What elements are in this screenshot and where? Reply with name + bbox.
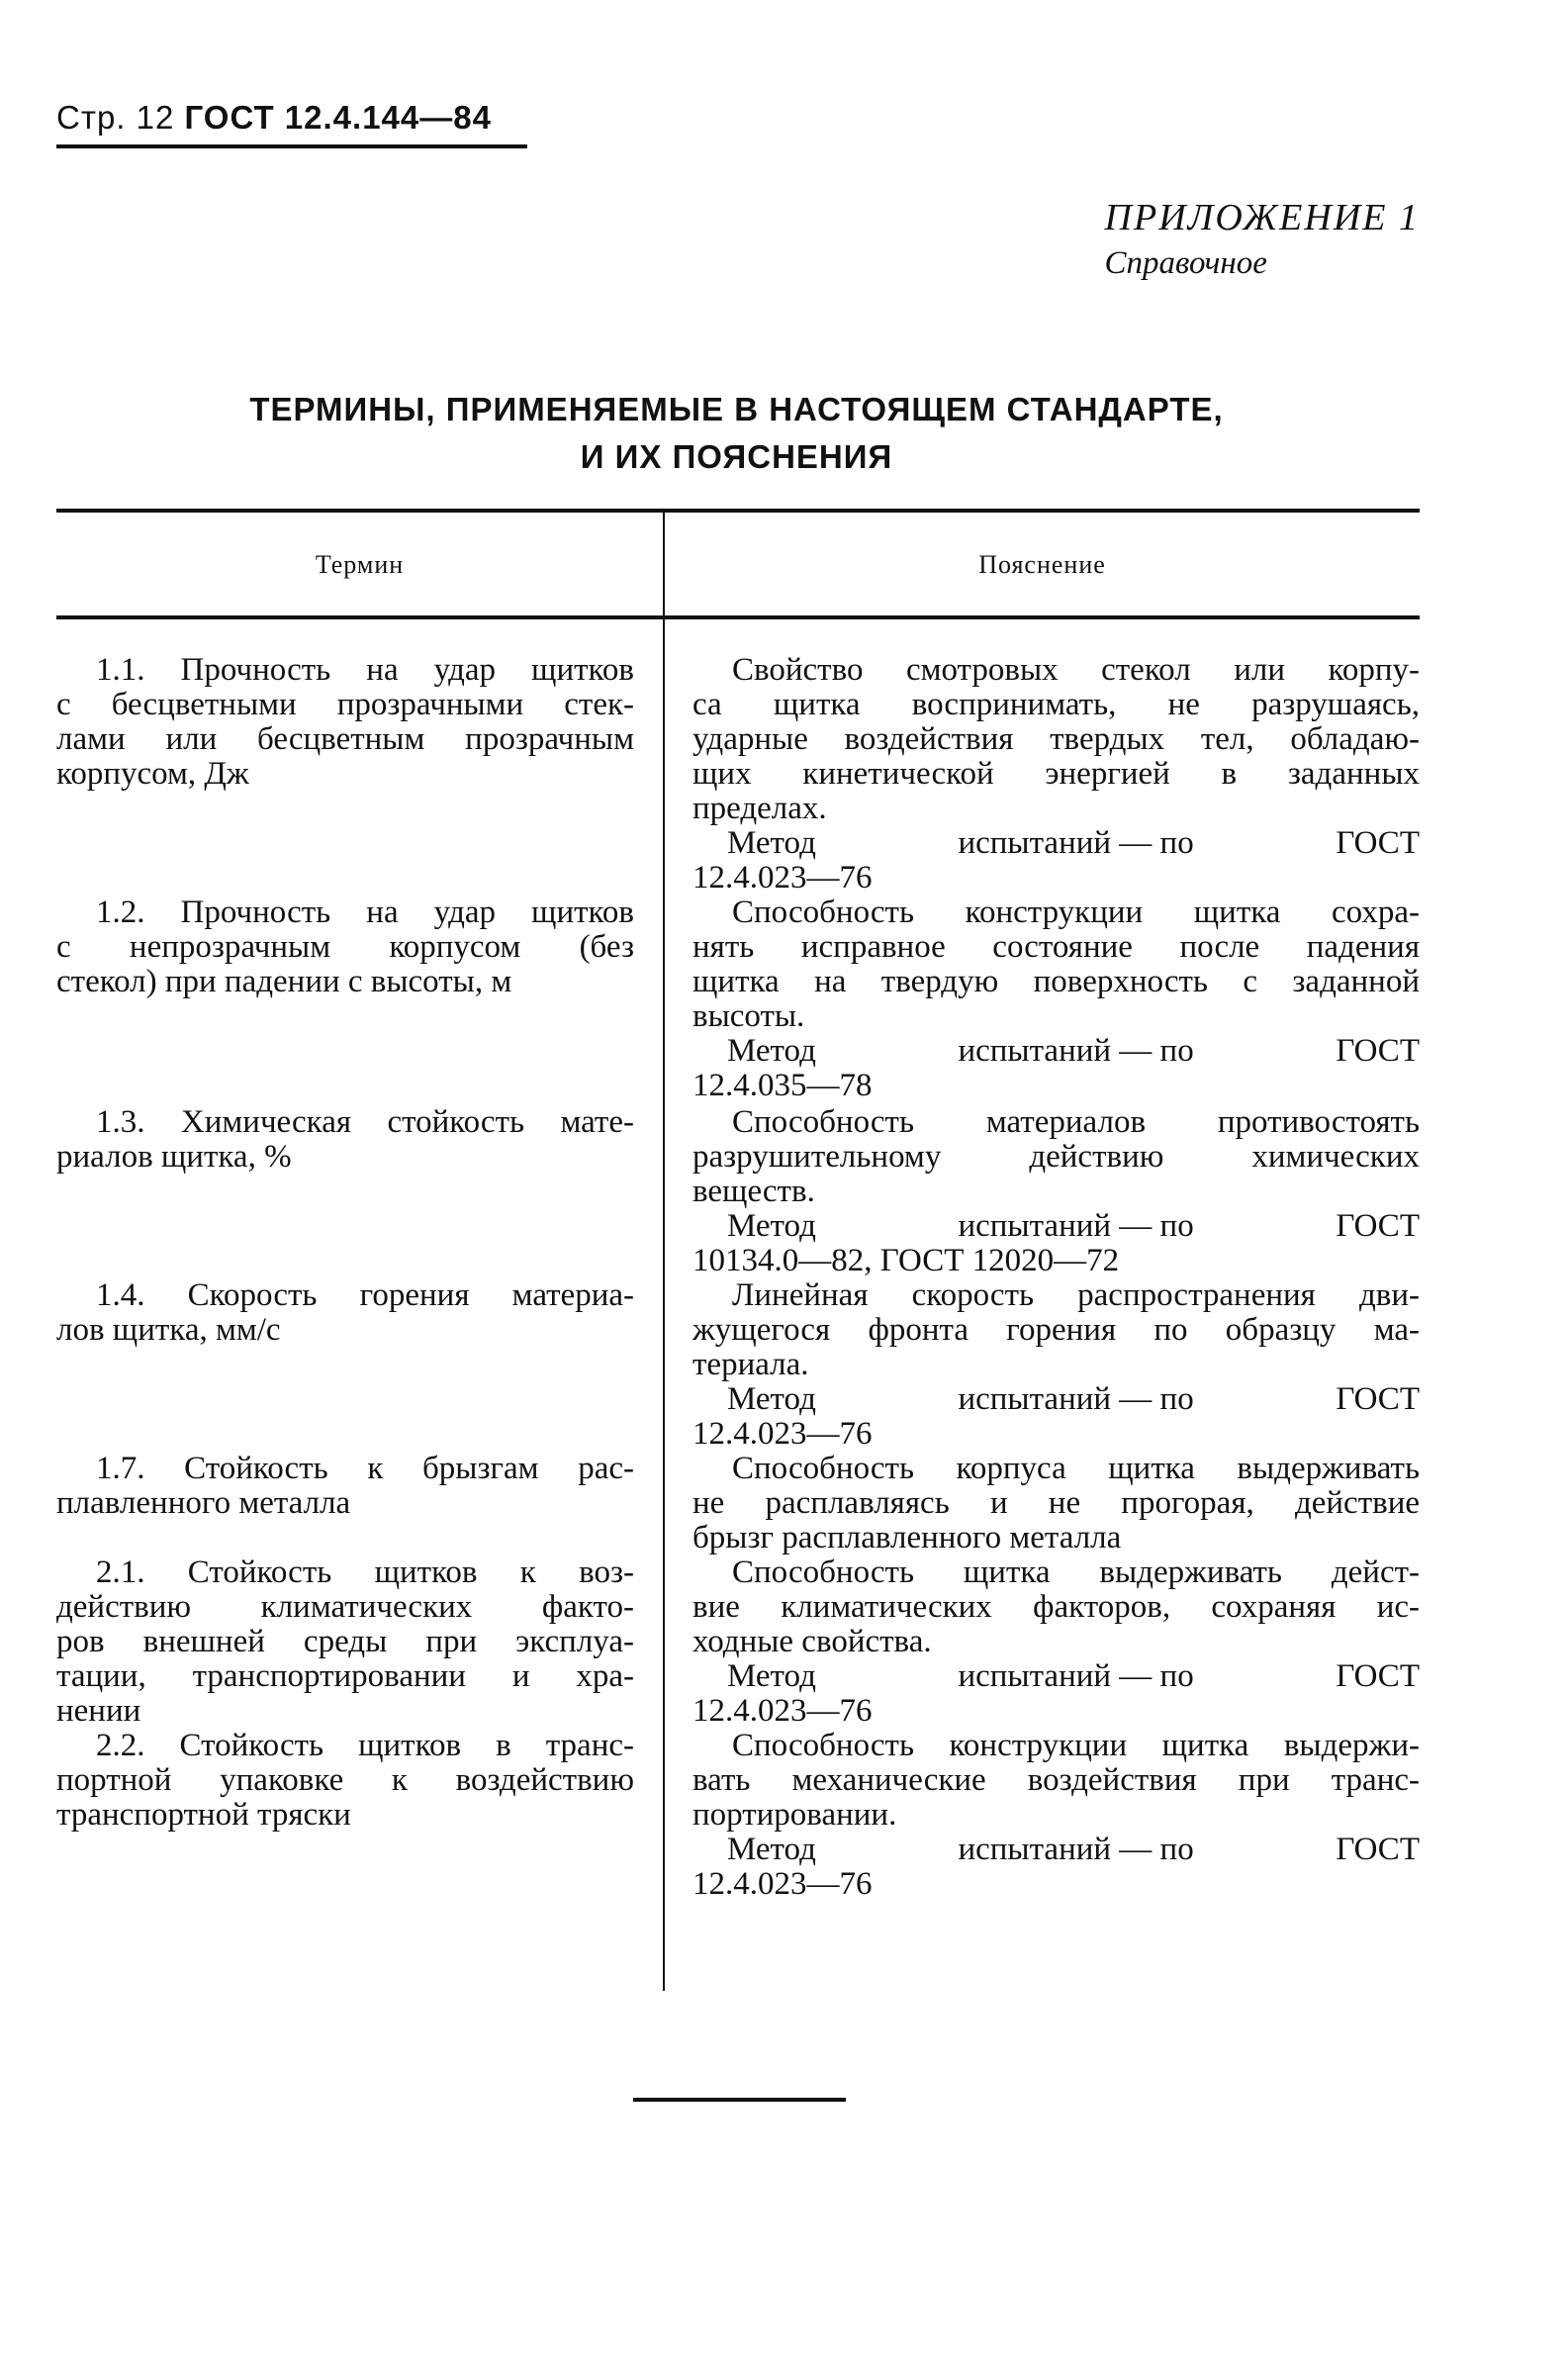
explanation-line: щитка на твердую поверхность с заданной bbox=[692, 964, 1420, 999]
explanation-cell bbox=[692, 1105, 1420, 1278]
explanation-line: не расплавляясь и не прогорая, действие bbox=[692, 1485, 1420, 1521]
term-cell bbox=[56, 1555, 634, 1729]
term-line: 2.2. Стойкость щитков в транс- bbox=[96, 1728, 634, 1763]
method-word: Метод bbox=[727, 1208, 816, 1244]
page-title-line-2: И ИХ ПОЯСНЕНИЯ bbox=[580, 438, 893, 475]
appendix-kind: Справочное bbox=[1104, 245, 1267, 281]
term-line: 2.1. Стойкость щитков к воз- bbox=[96, 1554, 634, 1590]
explanation-line: ходные свойства. bbox=[692, 1624, 932, 1659]
term-line: тации, транспортировании и хра- bbox=[56, 1658, 634, 1694]
explanation-line: Свойство смотровых стекол или корпу- bbox=[732, 652, 1420, 688]
column-header-term: Термин bbox=[315, 550, 405, 579]
method-gost: ГОСТ bbox=[1336, 1208, 1420, 1244]
explanation-line: териала. bbox=[692, 1347, 809, 1382]
term-cell bbox=[56, 895, 634, 999]
explanation-line: разрушительному действию химических bbox=[692, 1139, 1420, 1175]
explanation-line: щих кинетической энергией в заданных bbox=[692, 756, 1420, 792]
explanation-cell bbox=[692, 1452, 1420, 1555]
method-word: Метод bbox=[727, 1832, 816, 1867]
explanation-line: Линейная скорость распространения дви- bbox=[732, 1277, 1420, 1313]
method-gost: ГОСТ bbox=[1336, 1658, 1420, 1694]
test-method bbox=[692, 1382, 1420, 1417]
explanation-line: жущегося фронта горения по образцу ма- bbox=[692, 1312, 1420, 1348]
explanation-line: Способность конструкции щитка выдержи- bbox=[732, 1728, 1420, 1763]
term-line: 1.7. Стойкость к брызгам рас- bbox=[96, 1451, 634, 1486]
method-phrase: испытаний — по bbox=[958, 1658, 1194, 1694]
term-line: транспортной тряски bbox=[56, 1797, 351, 1833]
term-line: 1.1. Прочность на удар щитков bbox=[96, 652, 634, 688]
explanation-line: Способность корпуса щитка выдерживать bbox=[732, 1451, 1420, 1486]
term-line: риалов щитка, % bbox=[56, 1139, 292, 1175]
term-line: плавленного металла bbox=[56, 1485, 351, 1521]
method-reference: 12.4.035—78 bbox=[692, 1068, 873, 1103]
explanation-line: брызг расплавленного металла bbox=[692, 1520, 1122, 1555]
explanation-line: са щитка воспринимать, не разрушаясь, bbox=[692, 687, 1420, 722]
table-header-rule bbox=[56, 615, 1420, 619]
explanation-line: ударные воздействия твердых тел, обладаю- bbox=[692, 721, 1420, 757]
term-line: лами или бесцветным прозрачным bbox=[56, 721, 634, 757]
explanation-line: Способность материалов противостоять bbox=[732, 1104, 1420, 1140]
column-header-explanation: Пояснение bbox=[978, 550, 1106, 579]
page-number: Стр. 12 bbox=[56, 99, 175, 136]
method-gost: ГОСТ bbox=[1336, 1033, 1420, 1069]
appendix-label bbox=[1105, 196, 1420, 282]
method-word: Метод bbox=[727, 1658, 816, 1694]
explanation-cell bbox=[692, 1278, 1420, 1452]
method-word: Метод bbox=[727, 1381, 816, 1417]
term-line: стекол) при падении с высоты, м bbox=[56, 964, 512, 999]
method-word: Метод bbox=[727, 1033, 816, 1069]
page-title bbox=[56, 386, 1417, 481]
method-reference: 10134.0—82, ГОСТ 12020—72 bbox=[692, 1243, 1120, 1278]
page-title-line-1: ТЕРМИНЫ, ПРИМЕНЯЕМЫЕ В НАСТОЯЩЕМ СТАНДАРТЕ, bbox=[249, 391, 1224, 427]
explanation-line: вие климатических факторов, сохраняя ис- bbox=[692, 1589, 1420, 1625]
term-cell bbox=[56, 1452, 634, 1521]
explanation-line: высоты. bbox=[692, 998, 805, 1034]
term-line: ров внешней среды при эксплуа- bbox=[56, 1624, 634, 1659]
term-cell bbox=[56, 1278, 634, 1348]
explanation-cell bbox=[692, 1729, 1420, 1902]
term-line: портной упаковке к воздействию bbox=[56, 1762, 634, 1798]
term-line: нении bbox=[56, 1693, 141, 1729]
method-reference: 12.4.023—76 bbox=[692, 1693, 873, 1729]
term-cell bbox=[56, 1105, 634, 1175]
test-method bbox=[692, 826, 1420, 861]
standard-code: ГОСТ 12.4.144—84 bbox=[184, 99, 492, 136]
explanation-line: Способность щитка выдерживать дейст- bbox=[732, 1554, 1420, 1590]
term-line: с непрозрачным корпусом (без bbox=[56, 929, 634, 965]
explanation-line: Способность конструкции щитка сохра- bbox=[732, 895, 1420, 930]
term-line: 1.3. Химическая стойкость мате- bbox=[96, 1104, 634, 1140]
method-gost: ГОСТ bbox=[1336, 1381, 1420, 1417]
test-method bbox=[692, 1659, 1420, 1694]
test-method bbox=[692, 1209, 1420, 1244]
explanation-line: портировании. bbox=[692, 1797, 897, 1833]
explanation-cell bbox=[692, 1555, 1420, 1729]
appendix-number: ПРИЛОЖЕНИЕ 1 bbox=[1104, 197, 1420, 238]
explanation-line: нять исправное состояние после падения bbox=[692, 929, 1420, 965]
term-line: лов щитка, мм/с bbox=[56, 1312, 281, 1348]
explanation-line: пределах. bbox=[692, 791, 827, 826]
term-cell bbox=[56, 1729, 634, 1833]
method-reference: 12.4.023—76 bbox=[692, 1416, 873, 1452]
method-phrase: испытаний — по bbox=[958, 1832, 1194, 1867]
method-phrase: испытаний — по bbox=[958, 1381, 1194, 1417]
test-method bbox=[692, 1833, 1420, 1867]
method-reference: 12.4.023—76 bbox=[692, 1866, 873, 1902]
term-cell bbox=[56, 653, 634, 792]
end-rule bbox=[633, 2098, 846, 2102]
page-header bbox=[56, 99, 527, 137]
term-line: с бесцветными прозрачными стек- bbox=[56, 687, 634, 722]
method-gost: ГОСТ bbox=[1336, 1832, 1420, 1867]
header-rule bbox=[56, 144, 527, 148]
explanation-cell bbox=[692, 653, 1420, 895]
table-top-rule bbox=[56, 509, 1420, 513]
term-line: корпусом, Дж bbox=[56, 756, 249, 792]
explanation-line: вать механические воздействия при транс- bbox=[692, 1762, 1420, 1798]
method-phrase: испытаний — по bbox=[958, 825, 1194, 861]
method-phrase: испытаний — по bbox=[958, 1208, 1194, 1244]
method-phrase: испытаний — по bbox=[958, 1033, 1194, 1069]
test-method bbox=[692, 1034, 1420, 1069]
term-line: 1.2. Прочность на удар щитков bbox=[96, 895, 634, 930]
explanation-cell bbox=[692, 895, 1420, 1103]
explanation-line: веществ. bbox=[692, 1174, 815, 1209]
method-word: Метод bbox=[727, 825, 816, 861]
column-divider bbox=[663, 512, 665, 1991]
method-gost: ГОСТ bbox=[1336, 825, 1420, 861]
term-line: 1.4. Скорость горения материа- bbox=[96, 1277, 634, 1313]
method-reference: 12.4.023—76 bbox=[692, 860, 873, 895]
term-line: действию климатических факто- bbox=[56, 1589, 634, 1625]
